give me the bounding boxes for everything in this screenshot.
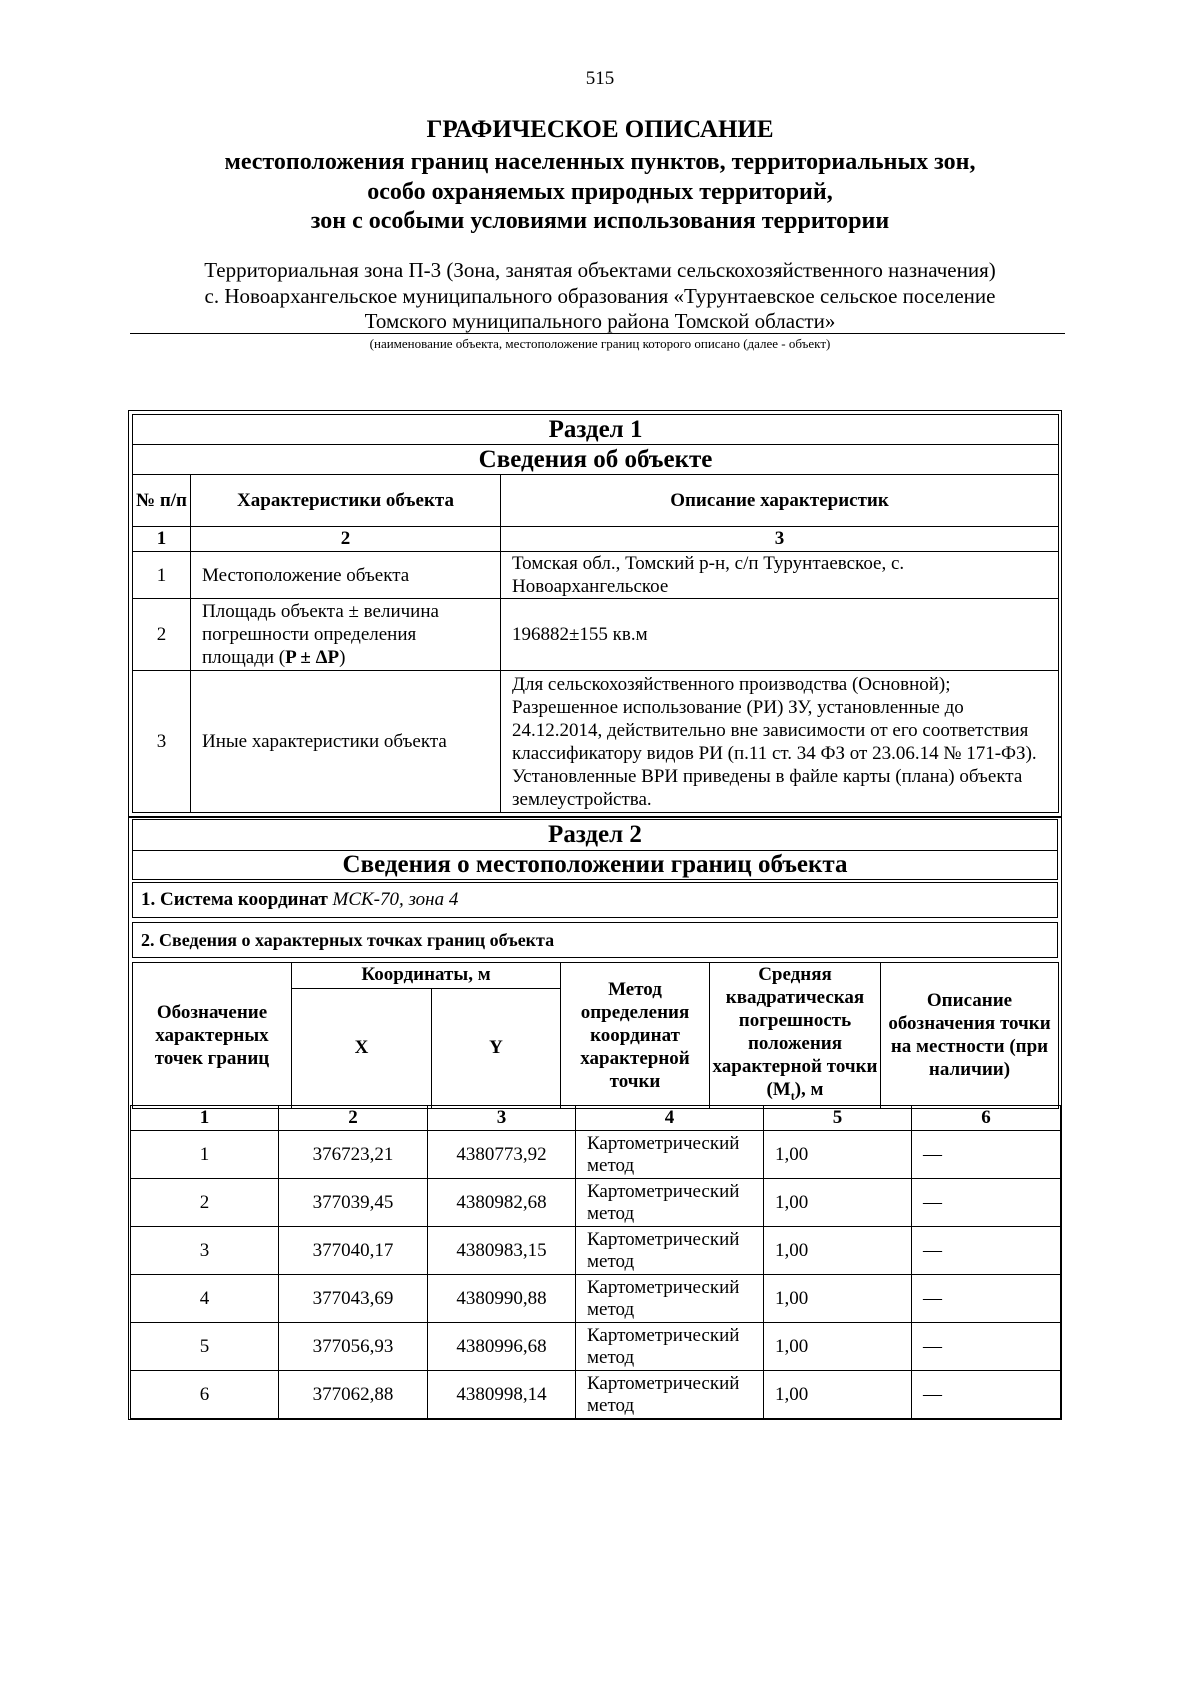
point-id: 4 — [131, 1275, 279, 1323]
col-number-5: 5 — [764, 1106, 912, 1131]
header-characteristics: Характеристики объекта — [191, 475, 501, 527]
col-number-4: 4 — [576, 1106, 764, 1131]
coordinate-system-label: 1. Система координат — [141, 889, 328, 910]
header-method: Метод определения координат характерной точки — [561, 963, 710, 1109]
point-error: 1,00 — [764, 1227, 912, 1275]
point-x: 377062,88 — [279, 1371, 428, 1419]
point-error: 1,00 — [764, 1275, 912, 1323]
section-2-frame — [128, 816, 1062, 1420]
col-number-2: 2 — [191, 527, 501, 552]
row-description: 196882±155 кв.м — [501, 599, 1059, 671]
coordinate-system-row — [132, 882, 1058, 918]
table-row — [131, 1371, 1061, 1419]
point-description: — — [912, 1323, 1061, 1371]
point-description: — — [912, 1131, 1061, 1179]
document-subtitle-line-2: особо охраняемых природных территорий, — [367, 179, 833, 205]
row-number: 1 — [133, 552, 191, 599]
point-y: 4380773,92 — [428, 1131, 576, 1179]
document-title: ГРАФИЧЕСКОЕ ОПИСАНИЕ — [426, 116, 774, 143]
point-id: 5 — [131, 1323, 279, 1371]
point-y: 4380996,68 — [428, 1323, 576, 1371]
table-row — [131, 1275, 1061, 1323]
point-id: 1 — [131, 1131, 279, 1179]
table-row — [131, 1323, 1061, 1371]
point-description: — — [912, 1179, 1061, 1227]
header-description: Описание характеристик — [501, 475, 1059, 527]
point-method: Картометрический метод — [576, 1323, 764, 1371]
header-x: X — [292, 988, 432, 1108]
point-error: 1,00 — [764, 1179, 912, 1227]
point-id: 2 — [131, 1179, 279, 1227]
document-subtitle-line-3: зон с особыми условиями использования территории — [310, 208, 890, 234]
points-label: 2. Сведения о характерных точках границ объекта — [132, 922, 1058, 958]
header-designation: Обозначение характерных точек границ — [133, 963, 292, 1109]
table-row — [133, 552, 1059, 599]
table-row — [133, 599, 1059, 671]
point-description: — — [912, 1275, 1061, 1323]
object-name-line-3: Томского муниципального района Томской области» — [364, 309, 836, 333]
point-x: 376723,21 — [279, 1131, 428, 1179]
col-number-6: 6 — [912, 1106, 1061, 1131]
point-x: 377056,93 — [279, 1323, 428, 1371]
point-id: 3 — [131, 1227, 279, 1275]
point-y: 4380990,88 — [428, 1275, 576, 1323]
point-error: 1,00 — [764, 1371, 912, 1419]
header-coordinates: Координаты, м — [292, 963, 561, 989]
point-description: — — [912, 1227, 1061, 1275]
point-x: 377043,69 — [279, 1275, 428, 1323]
section-1-frame — [128, 410, 1062, 818]
table-row — [131, 1179, 1061, 1227]
col-number-1: 1 — [133, 527, 191, 552]
table-row — [133, 671, 1059, 813]
col-number-3: 3 — [428, 1106, 576, 1131]
table-row — [131, 1131, 1061, 1179]
point-method: Картометрический метод — [576, 1179, 764, 1227]
header-y: Y — [432, 988, 561, 1108]
point-y: 4380983,15 — [428, 1227, 576, 1275]
point-method: Картометрический метод — [576, 1371, 764, 1419]
section-1-title: Раздел 1 — [133, 415, 1059, 445]
object-name-line-1: Территориальная зона П-3 (Зона, занятая объектами сельскохозяйственного назначения) — [204, 258, 996, 282]
row-characteristic: Площадь объекта ± величина погрешности определения площади (P ± ΔP) — [191, 599, 501, 671]
points-header-table — [132, 962, 1059, 1109]
point-description: — — [912, 1371, 1061, 1419]
page-number: 515 — [585, 68, 615, 89]
section-2-subtitle: Сведения о местоположении границ объекта — [132, 850, 1058, 880]
col-number-3: 3 — [501, 527, 1059, 552]
point-error: 1,00 — [764, 1131, 912, 1179]
row-description: Томская обл., Томский р-н, с/п Турунтаевское, с. Новоархангельское — [501, 552, 1059, 599]
document-subtitle-line-1: местоположения границ населенных пунктов, территориальных зон, — [224, 149, 976, 175]
object-underline — [130, 333, 1065, 334]
col-number-2: 2 — [279, 1106, 428, 1131]
header-number: № п/п — [133, 475, 191, 527]
row-number: 2 — [133, 599, 191, 671]
row-description: Для сельскохозяйственного производства (Основной); Разрешенное использование (РИ) ЗУ, установленные до 24.12.2014, действительно вне зависимости от его соответствия классификатору видов РИ (п.11 ст. 34 ФЗ от 23.06.14 № 171-ФЗ). Установленные ВРИ приведены в файле карты (плана) объекта землеустройства. — [501, 671, 1059, 813]
point-method: Картометрический метод — [576, 1227, 764, 1275]
point-y: 4380998,14 — [428, 1371, 576, 1419]
points-table — [130, 1105, 1061, 1419]
row-characteristic: Местоположение объекта — [191, 552, 501, 599]
section-1-table — [132, 414, 1059, 813]
point-method: Картометрический метод — [576, 1275, 764, 1323]
row-characteristic: Иные характеристики объекта — [191, 671, 501, 813]
point-method: Картометрический метод — [576, 1131, 764, 1179]
section-1-subtitle: Сведения об объекте — [133, 445, 1059, 475]
table-row — [131, 1227, 1061, 1275]
row-number: 3 — [133, 671, 191, 813]
coordinate-system-value: МСК-70, зона 4 — [332, 889, 459, 910]
point-x: 377039,45 — [279, 1179, 428, 1227]
point-error: 1,00 — [764, 1323, 912, 1371]
object-caption: (наименование объекта, местоположение границ которого описано (далее - объект) — [369, 336, 831, 351]
section-2-title: Раздел 2 — [132, 819, 1058, 851]
point-y: 4380982,68 — [428, 1179, 576, 1227]
header-point-description: Описание обозначения точки на местности (при наличии) — [881, 963, 1059, 1109]
point-x: 377040,17 — [279, 1227, 428, 1275]
object-name-line-2: с. Новоархангельское муниципального образования «Турунтаевское сельское поселение — [204, 284, 996, 308]
header-error: Средняя квадратическая погрешность положения характерной точки $(M_t)$, м — [710, 963, 881, 1109]
col-number-1: 1 — [131, 1106, 279, 1131]
point-id: 6 — [131, 1371, 279, 1419]
